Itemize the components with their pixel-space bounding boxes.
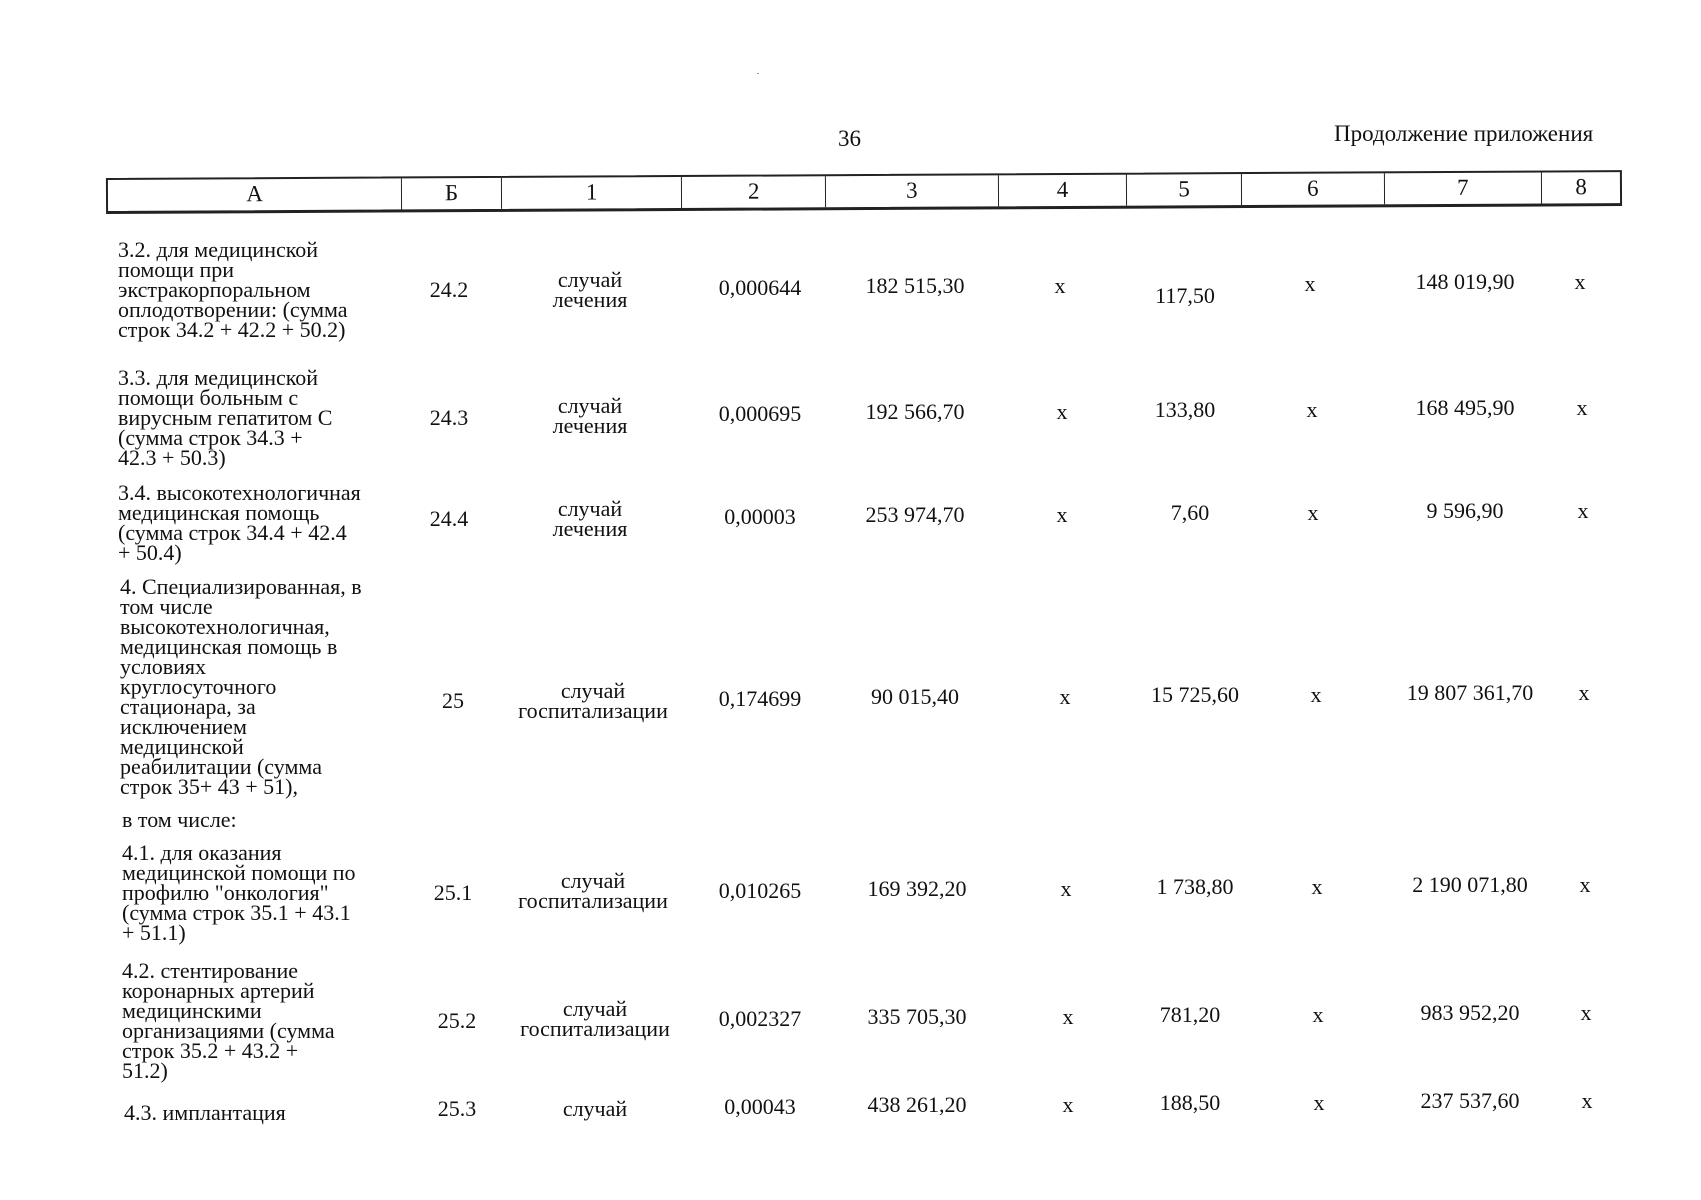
row-unit: случай госпитализации <box>518 678 668 723</box>
row-col-8: х <box>1578 680 1590 705</box>
row-col-2: 0,174699 <box>718 686 802 711</box>
row-col-5: 781,20 <box>1159 1002 1221 1027</box>
row-label: 4. Специализированная, в том числе высокотехнологичная, медицинская помощь в условиях круглосуточного стационара, за исключением медицинской реабилитации (сумма строк 35+ 43 + 51), <box>120 574 362 799</box>
row-col-3: 253 974,70 <box>865 502 965 527</box>
row-label: 4.3. имплантация <box>124 1100 286 1125</box>
page-number: 36 <box>838 126 861 151</box>
scan-speck <box>757 73 759 74</box>
column-header-7: 7 <box>1385 172 1543 204</box>
row-col-7: 168 495,90 <box>1415 395 1515 420</box>
row-col-3: 182 515,30 <box>865 273 965 298</box>
column-header-6: 6 <box>1242 173 1385 205</box>
row-label: 3.4. высокотехнологичная медицинская помощь (сумма строк 34.4 + 42.4 + 50.4) <box>118 480 361 565</box>
row-col-6: х <box>1307 500 1319 525</box>
row-label: 4.2. стентирование коронарных артерий медицинскими организациями (сумма строк 35.2 + 43.2 + 51.2) <box>122 958 335 1083</box>
row-unit: случай лечения <box>552 393 628 438</box>
row-col-5: 133,80 <box>1154 397 1216 422</box>
row-col-7: 19 807 361,70 <box>1406 680 1534 705</box>
column-header-2: 2 <box>682 176 826 208</box>
row-label: в том числе: <box>122 807 237 832</box>
row-code: 24.2 <box>429 277 469 302</box>
row-col-5: 7,60 <box>1170 500 1210 525</box>
row-col-4: х <box>1062 1004 1074 1029</box>
row-col-8: х <box>1581 1088 1593 1113</box>
row-code: 25.3 <box>437 1096 477 1121</box>
row-col-5: 15 725,60 <box>1151 682 1239 707</box>
row-col-2: 0,00043 <box>724 1094 796 1119</box>
row-col-6: х <box>1310 682 1322 707</box>
row-code: 24.3 <box>429 405 469 430</box>
column-header-3: 3 <box>826 175 999 207</box>
row-col-2: 0,002327 <box>718 1006 802 1031</box>
row-col-8: х <box>1576 395 1588 420</box>
row-col-2: 0,00003 <box>724 504 796 529</box>
row-col-5: 1 738,80 <box>1156 874 1234 899</box>
row-label: 4.1. для оказания медицинской помощи по профилю "онкология" (сумма строк 35.1 + 43.1 + 51.1) <box>122 840 356 945</box>
row-col-7: 9 596,90 <box>1426 498 1504 523</box>
column-header-5: 5 <box>1127 174 1242 206</box>
row-col-6: х <box>1304 271 1316 296</box>
row-code: 25.2 <box>437 1008 477 1033</box>
row-col-8: х <box>1577 498 1589 523</box>
row-col-3: 438 261,20 <box>867 1092 967 1117</box>
row-col-8: х <box>1580 1000 1592 1025</box>
row-col-2: 0,010265 <box>718 878 802 903</box>
row-col-4: х <box>1056 502 1068 527</box>
row-code: 25.1 <box>433 880 473 905</box>
column-header-b: Б <box>402 178 502 210</box>
row-col-8: х <box>1579 872 1591 897</box>
row-unit: случай лечения <box>552 496 628 541</box>
row-col-6: х <box>1306 397 1318 422</box>
row-code: 24.4 <box>429 506 469 531</box>
row-label: 3.2. для медицинской помощи при экстракорпоральном оплодотворении: (сумма строк 34.2 + 42.2 + 50.2) <box>118 237 348 342</box>
row-col-7: 148 019,90 <box>1415 269 1515 294</box>
column-header-1: 1 <box>502 177 683 209</box>
row-code: 25 <box>442 688 464 713</box>
row-unit: случай госпитализации <box>518 868 668 913</box>
row-col-4: х <box>1054 273 1066 298</box>
row-col-7: 2 190 071,80 <box>1412 872 1528 897</box>
column-header-a: А <box>108 178 402 211</box>
row-col-2: 0,000644 <box>718 275 802 300</box>
row-col-6: х <box>1311 874 1323 899</box>
row-label: 3.3. для медицинской помощи больным с вирусным гепатитом С (сумма строк 34.3 + 42.3 + 50.3) <box>118 365 333 470</box>
row-col-3: 90 015,40 <box>871 684 959 709</box>
row-col-3: 169 392,20 <box>867 876 967 901</box>
row-col-3: 335 705,30 <box>867 1004 967 1029</box>
row-unit: случай лечения <box>552 267 628 312</box>
row-col-4: х <box>1060 876 1072 901</box>
row-unit: случай госпитализации <box>520 996 670 1041</box>
row-col-8: х <box>1574 269 1586 294</box>
column-header-row <box>106 170 1622 214</box>
row-col-6: х <box>1312 1002 1324 1027</box>
row-col-7: 237 537,60 <box>1420 1088 1520 1113</box>
row-col-5: 117,50 <box>1155 283 1215 308</box>
row-col-3: 192 566,70 <box>865 399 965 424</box>
row-col-2: 0,000695 <box>718 401 802 426</box>
row-col-4: х <box>1059 684 1071 709</box>
row-unit: случай <box>562 1096 628 1121</box>
continuation-note: Продолжение приложения <box>1334 121 1594 146</box>
row-col-5: 188,50 <box>1159 1090 1221 1115</box>
column-header-8: 8 <box>1575 174 1587 200</box>
row-col-4: х <box>1062 1092 1074 1117</box>
row-col-7: 983 952,20 <box>1420 1000 1520 1025</box>
column-header-4: 4 <box>999 175 1128 207</box>
row-col-6: х <box>1313 1090 1325 1115</box>
row-col-4: х <box>1056 399 1068 424</box>
